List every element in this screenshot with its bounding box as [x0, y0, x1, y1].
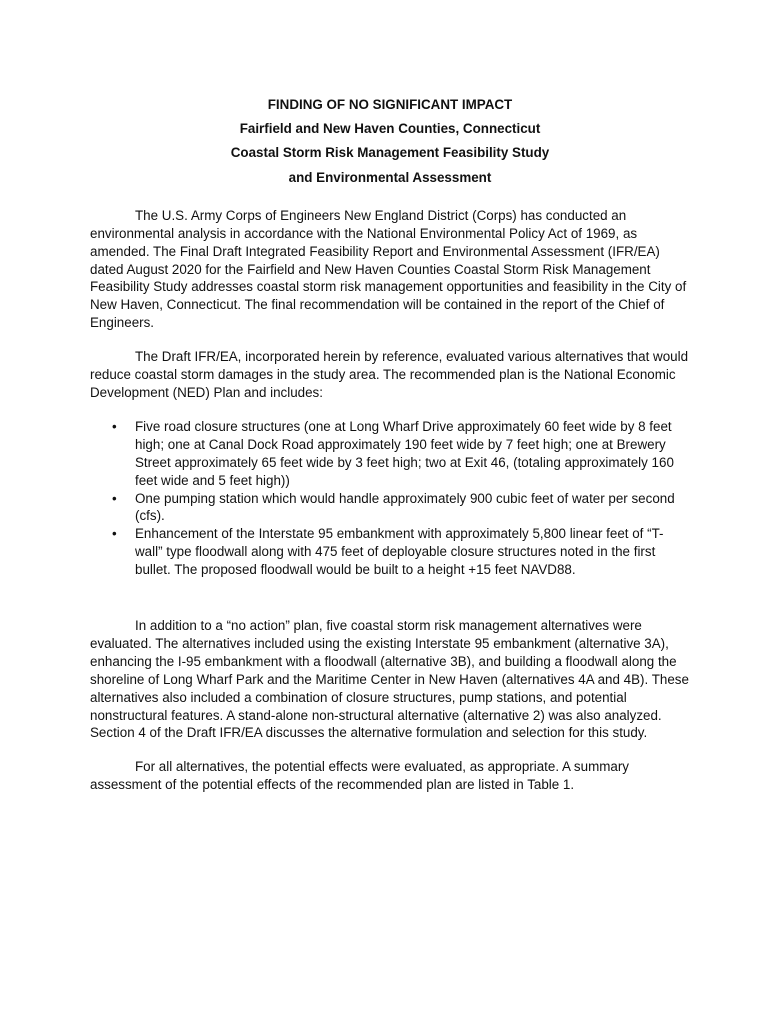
list-item: [90, 418, 690, 490]
list-item-text: Five road closure structures (one at Long Wharf Drive approximately 60 feet wide by 8 feet high; one at Canal Dock Road approximately 190 feet wide by 7 feet high; one at Brewery Street approximately 65 feet wide by 3 feet high; two at Exit 46, (totaling approximately 160 feet wide and 5 feet high)): [135, 418, 674, 488]
bullet-icon: •: [112, 526, 117, 542]
title-assessment: and Environmental Assessment: [288, 169, 492, 185]
plan-features-list: [90, 418, 690, 579]
title-study-name: Coastal Storm Risk Management Feasibility Study: [230, 145, 550, 161]
paragraph-effects-summary: For all alternatives, the potential effects were evaluated, as appropriate. A summary assessment of the potential effects of the recommended plan are listed in Table 1.: [90, 759, 629, 793]
paragraph-alternatives: In addition to a “no action” plan, five coastal storm risk management alternatives were evaluated. The alternatives included using the existing Interstate 95 embankment (alternative 3A), enhancing the I-95 embankment with a floodwall (alternative 3B), and building a floodwall along the shoreline of Long Wharf Park and the Maritime Center in New Haven (alternatives 4A and 4B). These alternatives also included a combination of closure structures, pump stations, and potential nonstructural features. A stand-alone non-structural alternative (alternative 2) was also analyzed. Section 4 of the Draft IFR/EA discusses the alternative formulation and selection for this study.: [90, 618, 689, 741]
title-location: Fairfield and New Haven Counties, Connecticut: [239, 121, 541, 137]
list-item: [90, 490, 690, 526]
list-item-text: One pumping station which would handle approximately 900 cubic feet of water per second (cfs).: [135, 490, 675, 524]
list-item-text: Enhancement of the Interstate 95 embankment with approximately 5,800 linear feet of “T-wall” type floodwall along with 475 feet of deployable closure structures noted in the first bullet. The proposed floodwall would be built to a height +15 feet NAVD88.: [135, 526, 664, 578]
document-page: [90, 93, 690, 810]
paragraph-intro: The U.S. Army Corps of Engineers New England District (Corps) has conducted an environmental analysis in accordance with the National Environmental Policy Act of 1969, as amended. The Final Draft Integrated Feasibility Report and Environmental Assessment (IFR/EA) dated August 2020 for the Fairfield and New Haven Counties Coastal Storm Risk Management Feasibility Study addresses coastal storm risk management opportunities and feasibility in the City of New Haven, Connecticut. The final recommendation will be contained in the report of the Chief of Engineers.: [90, 207, 687, 331]
bullet-icon: •: [112, 490, 117, 506]
paragraph-recommended-plan: The Draft IFR/EA, incorporated herein by reference, evaluated various alternatives that would reduce coastal storm damages in the study area. The recommended plan is the National Economic Development (NED) Plan and includes:: [90, 349, 689, 400]
title-heading: FINDING OF NO SIGNIFICANT IMPACT: [267, 97, 513, 112]
bullet-icon: •: [112, 418, 117, 434]
list-item: [90, 525, 690, 579]
document-title: [90, 93, 690, 190]
